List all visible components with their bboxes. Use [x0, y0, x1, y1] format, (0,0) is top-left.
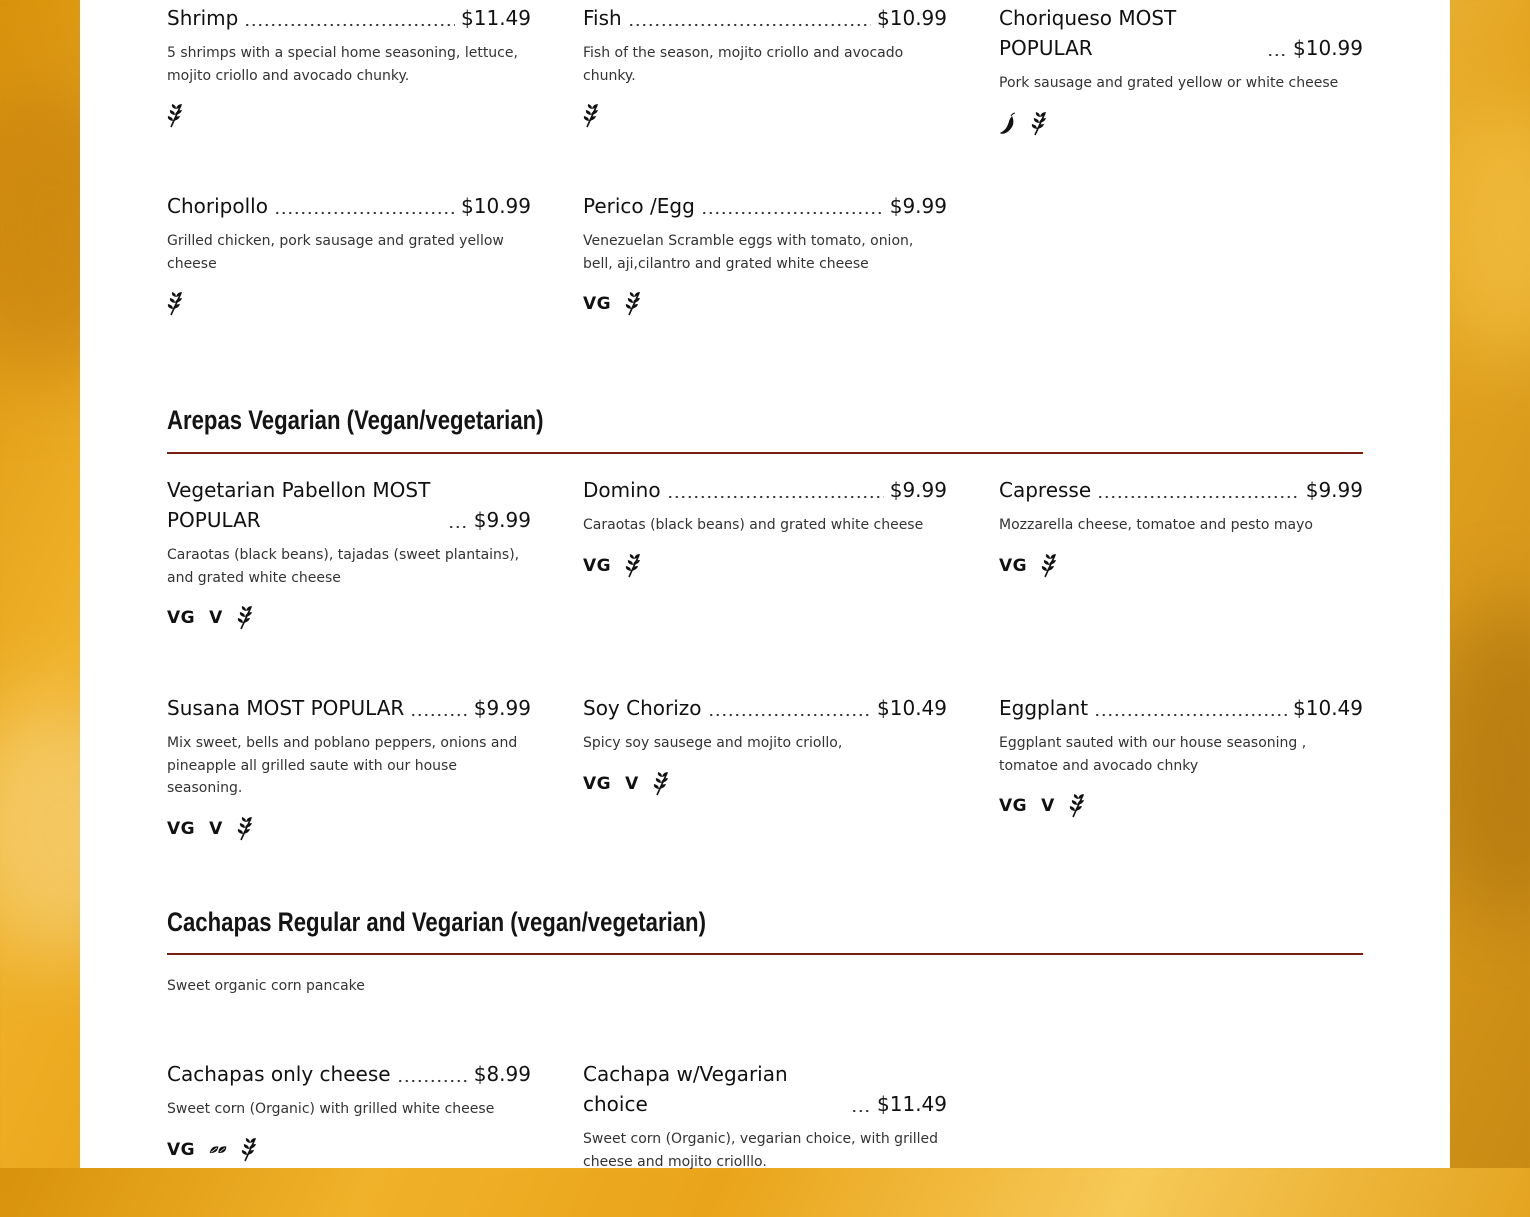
item-name: Susana MOST POPULAR	[167, 696, 405, 720]
item-description: Caraotas (black beans) and grated white cheese	[583, 517, 924, 533]
item-price: $9.99	[889, 478, 947, 502]
gluten-free-icon	[583, 103, 601, 129]
item-tags	[167, 1135, 531, 1165]
leader-dots	[1094, 697, 1287, 717]
item-description: Eggplant sauted with our house seasoning , tomatoe and avocado chnky	[999, 735, 1307, 774]
vegan-badge: V	[625, 773, 639, 794]
item-name: Domino	[583, 478, 661, 502]
item-tags	[167, 289, 531, 319]
item-price: $10.99	[877, 6, 947, 30]
item-description: Mix sweet, bells and poblano peppers, onions and pineapple all grilled saute with our house seasoning.	[167, 735, 518, 796]
menu-item	[167, 475, 531, 633]
menu-item	[583, 1059, 947, 1217]
item-tags	[583, 769, 947, 799]
item-name: Cachapa w/Vegarian choice	[583, 1062, 788, 1116]
leader-dots	[851, 1093, 871, 1113]
item-price: $10.49	[877, 696, 947, 720]
item-price: $10.49	[1293, 696, 1363, 720]
menu-item	[167, 693, 531, 844]
vegetarian-badge: VG	[583, 294, 612, 314]
menu-item	[167, 3, 531, 131]
menu-item	[583, 3, 947, 131]
item-description: Mozzarella cheese, tomatoe and pesto mayo	[999, 517, 1313, 533]
leaf-icon	[209, 1137, 227, 1163]
item-tags	[583, 1187, 947, 1217]
item-tags	[583, 551, 947, 581]
menu-item	[167, 1059, 531, 1165]
leader-dots	[274, 195, 455, 215]
gluten-free-icon	[653, 771, 671, 797]
leader-dots	[1097, 479, 1300, 499]
menu-item	[583, 191, 947, 319]
gluten-free-icon	[1031, 111, 1049, 137]
gluten-free-icon	[237, 605, 255, 631]
leader-dots	[410, 697, 467, 717]
leader-dots	[244, 7, 455, 27]
item-description: Spicy soy sausege and mojito criollo,	[583, 735, 843, 751]
menu-item	[999, 3, 1363, 139]
gluten-free-icon	[625, 291, 643, 317]
item-price: $9.99	[889, 194, 947, 218]
section-title-arepas: Arepas Vegarian (Vegan/vegetarian)	[167, 405, 544, 435]
gluten-free-icon	[625, 553, 643, 579]
item-price: $9.99	[473, 508, 531, 532]
leader-dots	[701, 195, 884, 215]
item-price: $10.99	[461, 194, 531, 218]
item-price: $11.49	[461, 6, 531, 30]
leader-dots	[397, 1063, 468, 1083]
gluten-free-icon	[1041, 553, 1059, 579]
item-name: Perico /Egg	[583, 194, 695, 218]
item-description: Sweet corn (Organic) with grilled white cheese	[167, 1101, 495, 1117]
section-divider	[167, 452, 1363, 454]
section-divider	[167, 953, 1363, 955]
item-description: Venezuelan Scramble eggs with tomato, onion, bell, aji,cilantro and grated white cheese	[583, 233, 914, 272]
item-name: Shrimp	[167, 6, 239, 30]
item-name: Fish	[583, 6, 622, 30]
menu-item	[167, 191, 531, 319]
vegetarian-badge: VG	[167, 818, 196, 839]
item-name: Choriqueso MOST POPULAR	[999, 6, 1177, 60]
spicy-pepper-icon	[999, 111, 1017, 137]
gluten-free-icon	[241, 1137, 259, 1163]
item-name: Eggplant	[999, 696, 1089, 720]
vegan-badge: V	[209, 608, 223, 628]
leader-dots	[708, 697, 872, 717]
vegan-badge: V	[209, 818, 223, 839]
item-tags	[999, 109, 1363, 139]
menu-item	[583, 475, 947, 581]
item-name: Vegetarian Pabellon MOST POPULAR	[167, 478, 431, 532]
gluten-free-icon	[167, 291, 185, 317]
item-price: $11.49	[877, 1092, 947, 1116]
vegetarian-badge: VG	[583, 773, 612, 794]
leader-dots	[448, 509, 468, 529]
item-description: Sweet corn (Organic), vegarian choice, with grilled cheese and mojito criolllo.	[583, 1131, 938, 1170]
item-tags	[583, 289, 947, 319]
item-description: Grilled chicken, pork sausage and grated yellow cheese	[167, 233, 504, 272]
gluten-free-icon	[1069, 793, 1087, 819]
item-tags	[167, 814, 531, 844]
leader-dots	[1267, 37, 1287, 57]
menu-item	[999, 475, 1363, 581]
item-tags	[167, 101, 531, 131]
item-name: Choripollo	[167, 194, 268, 218]
gluten-free-icon	[167, 103, 185, 129]
item-price: $10.99	[1293, 36, 1363, 60]
vegan-badge: V	[1041, 796, 1055, 816]
item-tags	[583, 101, 947, 131]
item-tags	[999, 791, 1363, 821]
item-name: Soy Chorizo	[583, 696, 702, 720]
vegetarian-badge: VG	[167, 608, 196, 628]
item-price: $9.99	[473, 696, 531, 720]
vegetarian-badge: VG	[167, 1139, 196, 1160]
section-title-cachapas: Cachapas Regular and Vegarian (vegan/vegetarian)	[167, 907, 706, 937]
item-price: $9.99	[1305, 478, 1363, 502]
item-description: 5 shrimps with a special home seasoning, lettuce, mojito criollo and avocado chunky.	[167, 45, 518, 84]
item-name: Capresse	[999, 478, 1092, 502]
item-tags	[999, 551, 1363, 581]
item-description: Pork sausage and grated yellow or white cheese	[999, 75, 1339, 91]
item-price: $8.99	[473, 1062, 531, 1086]
vegetarian-badge: VG	[999, 555, 1028, 576]
item-description: Caraotas (black beans), tajadas (sweet plantains), and grated white cheese	[167, 547, 520, 586]
leader-dots	[628, 7, 871, 27]
item-name: Cachapas only cheese	[167, 1062, 391, 1086]
item-tags	[167, 603, 531, 633]
gluten-free-icon	[237, 816, 255, 842]
section-description: Sweet organic corn pancake	[167, 978, 365, 994]
menu-item	[999, 693, 1363, 821]
vegetarian-badge: VG	[999, 796, 1028, 816]
menu-item	[583, 693, 947, 799]
vegetarian-badge: VG	[583, 555, 612, 576]
leader-dots	[667, 479, 884, 499]
item-description: Fish of the season, mojito criollo and avocado chunky.	[583, 45, 904, 84]
